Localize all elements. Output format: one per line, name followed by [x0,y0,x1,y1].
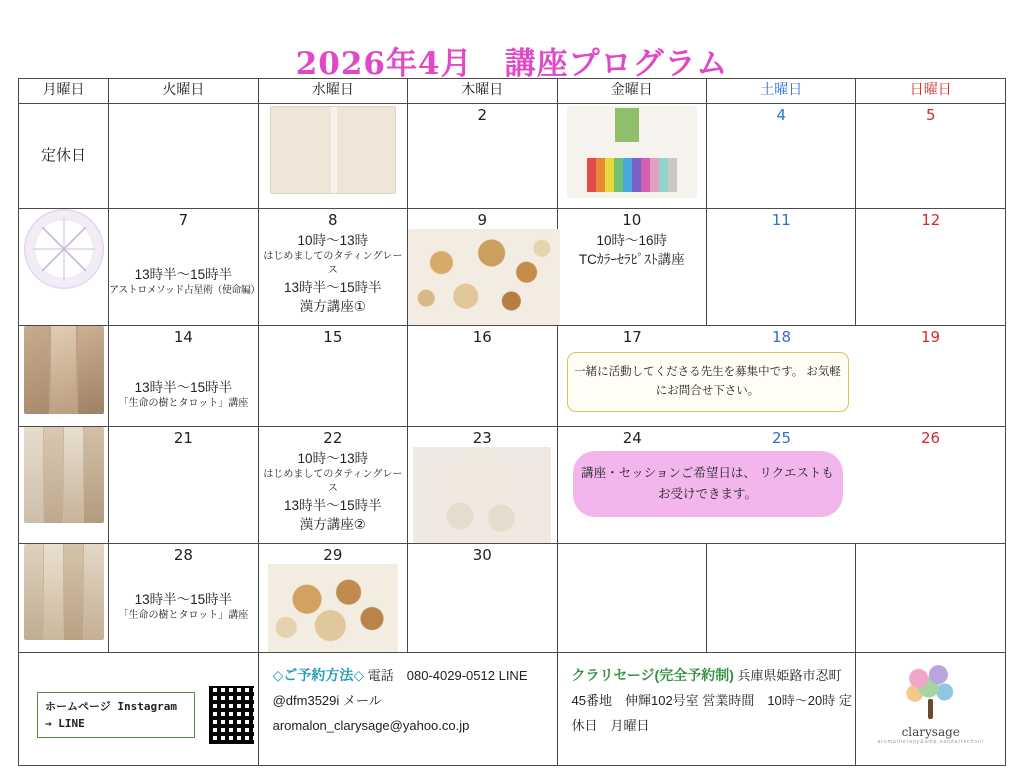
day-number: 11 [771,211,791,229]
cell-sun-w5 [856,544,1006,653]
cell-tue-w1 [109,104,258,209]
reservation-email: メール aromalon_clarysage@yahoo.co.jp [272,693,470,733]
cell-tue-w3 [109,326,258,427]
day-number: 8 [328,211,338,229]
course-title-1: はじめましてのタティングレース [263,251,403,276]
tatting-lace-necklace-photo [413,447,551,543]
link-list[interactable] [37,692,195,738]
day-number: 17 [622,328,642,346]
day-number: 12 [921,211,941,229]
course-time-1: 10時〜13時 [297,233,369,248]
calendar-table [18,78,1006,766]
logo-name: clarysage [901,725,960,739]
course-time-2: 13時半〜15時半 [284,498,382,513]
day-number: 28 [173,546,193,564]
course-time-2: 13時半〜15時半 [284,280,382,295]
shop-address: 兵庫県姫路市忍町45番地 伸輝102号室 [571,668,842,708]
week-row-1 [19,104,1006,209]
tarot-cards-photo [24,544,104,640]
tarot-cards-photo [24,427,104,523]
weekday-header-wed: 水曜日 [258,79,407,104]
course-time: 10時〜16時 [596,233,668,248]
cell-tue-w5 [109,544,258,653]
weekday-header-thu: 木曜日 [408,79,557,104]
weekday-header-fri: 金曜日 [557,79,706,104]
day-number: 7 [178,211,189,229]
day-number: 25 [771,429,792,447]
cell-wed-w4 [258,427,407,544]
day-number [109,104,257,106]
essential-oil-bottles-photo [567,106,697,198]
day-number: 26 [920,429,941,447]
homepage-link[interactable]: ホームページ [45,700,111,713]
cell-sat-w5 [707,544,856,653]
footer-reservation-cell [258,653,557,766]
shop-heading: クラリセージ(完全予約制) [571,667,734,683]
cell-fri-w2 [557,209,706,326]
thumb-cell-w2 [19,209,109,326]
chinese-herbs-photo [268,564,398,652]
cell-wed-w1 [258,104,407,209]
weekday-header-sat: 土曜日 [707,79,856,104]
week-row-5 [19,544,1006,653]
logo-subtitle: aromatherapy&amp;sandartschool [877,739,984,745]
closed-day-label: 定休日 [41,147,87,164]
day-number: 15 [323,328,343,346]
course-title: 「生命の樹とタロット」講座 [118,610,249,621]
cell-thu-w1 [408,104,557,209]
line-link[interactable]: LINE [58,717,85,730]
course-title-2: 漢方講座① [299,299,366,314]
shop-hours: 営業時間 10時〜20時 [702,693,836,708]
thumb-cell-w3 [19,326,109,427]
day-number: 14 [173,328,193,346]
day-number: 16 [472,328,492,346]
cell-notice-w3 [557,326,1005,427]
cell-notice-w4 [557,427,1005,544]
day-number: 22 [323,429,343,447]
cell-wed-w5 [258,544,407,653]
request-notice-line-2: リクエストもお受けできます。 [658,466,834,501]
chinese-herbs-photo [408,229,560,325]
day-number: 24 [622,429,642,447]
shop-closed: 定休日 月曜日 [571,693,852,733]
request-notice-box [573,451,843,517]
qr-code-icon[interactable] [209,686,254,744]
request-notice-line-1: 講座・セッションご希望日は、 [581,466,756,480]
day-number: 10 [622,211,642,229]
cell-sun-w1 [856,104,1006,209]
reservation-phone: 電話 080-4029-0512 [367,668,495,683]
course-title: TCｶﾗｰｾﾗﾋﾟｽﾄ講座 [578,252,685,267]
cell-fri-w5 [557,544,706,653]
week-row-4 [19,427,1006,544]
cell-mon-w1 [19,104,109,209]
reservation-heading: ◇ご予約方法◇ [272,667,365,683]
course-title-2: 漢方講座② [299,517,366,532]
cell-thu-w4 [408,427,557,544]
thumb-cell-w4 [19,427,109,544]
cell-tue-w4 [109,427,258,544]
footer-row [19,653,1006,766]
cell-sun-w2 [856,209,1006,326]
tree-logo-icon [900,661,962,723]
day-number: 30 [472,546,492,564]
course-title: アストロメソッド占星術（使命編） [109,285,260,296]
footer-links-cell [19,653,259,766]
day-number: 23 [472,429,492,447]
cell-wed-w2 [258,209,407,326]
course-title: 「生命の樹とタロット」講座 [118,398,249,409]
course-time: 13時半〜15時半 [134,592,233,607]
week-row-3 [19,326,1006,427]
cell-sat-w2 [707,209,856,326]
cell-fri-w1 [557,104,706,209]
soap-bars-photo [270,106,396,194]
cell-thu-w3 [408,326,557,427]
page-title: 2026年4月 講座プログラム [295,46,729,82]
day-number: 18 [771,328,792,346]
recruit-notice-box [567,352,849,412]
footer-logo-cell [856,653,1006,766]
horoscope-chart-photo [24,209,104,289]
day-number: 5 [925,106,936,124]
tarot-cards-photo [24,326,104,414]
course-time: 13時半〜15時半 [134,380,233,395]
instagram-link[interactable]: Instagram → [45,700,189,730]
footer-shop-cell [557,653,856,766]
day-number: 4 [776,106,786,124]
reservation-line-id: LINE @dfm3529i [272,668,541,708]
weekday-header-tue: 火曜日 [109,79,258,104]
day-number: 2 [477,106,488,124]
course-time-1: 10時〜13時 [297,451,369,466]
day-number: 19 [920,328,941,346]
cell-thu-w5 [408,544,557,653]
cell-thu-w2 [408,209,557,326]
recruit-notice-line-2: お気軽にお問合せ下さい。 [655,366,841,397]
course-time: 13時半〜15時半 [134,267,233,282]
cell-wed-w3 [258,326,407,427]
thumb-cell-w5 [19,544,109,653]
weekday-header-sun: 日曜日 [856,79,1006,104]
day-number: 9 [477,211,488,229]
recruit-notice-line-1: 一緒に活動してくださる先生を募集中です。 [574,366,804,378]
course-title-1: はじめましてのタティングレース [263,469,403,494]
day-number: 29 [323,546,343,564]
day-number: 21 [173,429,193,447]
weekday-header-mon: 月曜日 [19,79,109,104]
week-row-2 [19,209,1006,326]
weekday-header-row [19,79,1006,104]
cell-tue-w2 [109,209,258,326]
cell-sat-w1 [707,104,856,209]
